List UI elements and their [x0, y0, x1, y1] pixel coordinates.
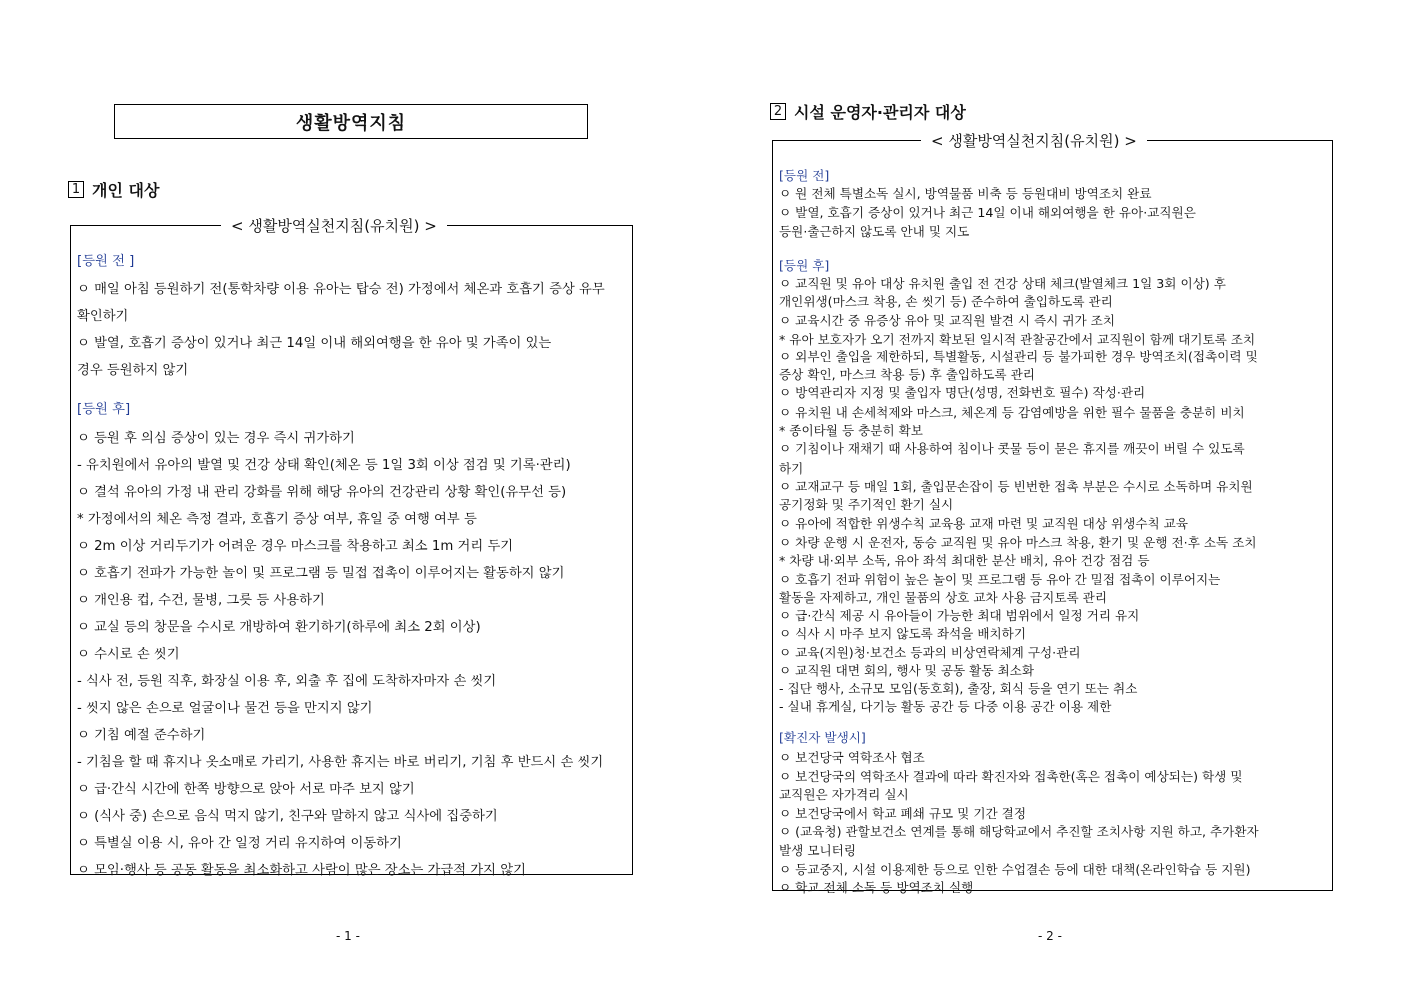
page1-number: - 1 -: [336, 929, 360, 943]
guideline-line: ㅇ 교직원 대면 회의, 행사 및 공동 활동 최소화: [779, 663, 1035, 678]
guideline-line: 등원·출근하지 않도록 안내 및 지도: [779, 224, 970, 239]
guideline-line: - 식사 전, 등원 직후, 화장실 이용 후, 외출 후 집에 도착하자마자 손 씻기: [77, 674, 497, 689]
page1-box-title: < 생활방역실천지침(유치원) >: [221, 215, 447, 236]
guideline-line: ㅇ 교직원 및 유아 대상 유치원 출입 전 건강 상태 체크(발열체크 1일 3회 이상) 후: [779, 276, 1226, 291]
guideline-line: ㅇ 교육(지원)청·보건소 등과의 비상연락체계 구성·관리: [779, 645, 1081, 660]
guideline-line: 확인하기: [77, 309, 129, 324]
guideline-line: ㅇ 유아에 적합한 위생수칙 교육용 교재 마련 및 교직원 대상 위생수칙 교육: [779, 516, 1189, 531]
guideline-line: ㅇ 등교중지, 시설 이용제한 등으로 인한 수업결손 등에 대한 대책(온라인학습 등 지원): [779, 862, 1251, 877]
guideline-line: ㅇ 수시로 손 씻기: [77, 647, 180, 662]
page1-section-heading: [68, 178, 159, 201]
guideline-line: ㅇ 외부인 출입을 제한하되, 특별활동, 시설관리 등 불가피한 경우 방역조치(접촉이력 및: [779, 349, 1258, 364]
guideline-line: ㅇ 2m 이상 거리두기가 어려운 경우 마스크를 착용하고 최소 1m 거리 두기: [77, 539, 514, 554]
page1-title: 생활방역지침: [114, 104, 588, 139]
guideline-line: 활동을 자제하고, 개인 물품의 상호 교차 사용 금지토록 관리: [779, 590, 1108, 605]
guideline-line: ㅇ 방역관리자 지정 및 출입자 명단(성명, 전화번호 필수) 작성·관리: [779, 385, 1146, 400]
guideline-line: ㅇ 보건당국 역학조사 협조: [779, 750, 925, 765]
guideline-line: ㅇ 유치원 내 손세척제와 마스크, 체온계 등 감염예방을 위한 필수 물품을 충분히 비치: [779, 405, 1245, 420]
guideline-line: - 집단 행사, 소규모 모임(동호회), 출장, 회식 등을 연기 또는 취소: [779, 681, 1138, 696]
guideline-line: ㅇ 발열, 호흡기 증상이 있거나 최근 14일 이내 해외여행을 한 유아·교직원은: [779, 205, 1196, 220]
guideline-line: - 기침을 할 때 휴지나 옷소매로 가리기, 사용한 휴지는 바로 버리기, 기침 후 반드시 손 씻기: [77, 755, 604, 770]
guideline-line: - 유치원에서 유아의 발열 및 건강 상태 확인(체온 등 1일 3회 이상 점검 및 기록·관리): [77, 458, 571, 473]
guideline-line: 개인위생(마스크 착용, 손 씻기 등) 준수하여 출입하도록 관리: [779, 294, 1113, 309]
guideline-line: ㅇ 발열, 호흡기 증상이 있거나 최근 14일 이내 해외여행을 한 유아 및 가족이 있는: [77, 336, 552, 351]
guideline-line: ㅇ (교육청) 관할보건소 연계를 통해 해당학교에서 추진할 조치사항 지원 하고, 추가환자: [779, 824, 1259, 839]
guideline-line: ㅇ 식사 시 마주 보지 않도록 좌석을 배치하기: [779, 626, 1027, 641]
guideline-line: ㅇ 학교 전체 소독 등 방역조치 실행: [779, 880, 974, 895]
guideline-line: * 유아 보호자가 오기 전까지 확보된 일시적 관찰공간에서 교직원이 함께 대기토록 조치: [779, 332, 1256, 347]
guideline-line: ㅇ 등원 후 의심 증상이 있는 경우 즉시 귀가하기: [77, 431, 355, 446]
subsection-heading: [등원 전 ]: [77, 254, 135, 269]
guideline-line: - 실내 휴게실, 다기능 활동 공간 등 다중 이용 공간 이용 제한: [779, 699, 1112, 714]
page2-section-heading: [770, 100, 966, 123]
section-label: 시설 운영자·관리자 대상: [794, 103, 966, 122]
guideline-line: ㅇ 특별실 이용 시, 유아 간 일정 거리 유지하여 이동하기: [77, 836, 402, 851]
guideline-line: 발생 모니터링: [779, 843, 856, 858]
guideline-line: - 씻지 않은 손으로 얼굴이나 물건 등을 만지지 않기: [77, 701, 373, 716]
subsection-heading: [확진자 발생시]: [779, 730, 866, 745]
guideline-line: 공기정화 및 주기적인 환기 실시: [779, 497, 954, 512]
guideline-line: ㅇ 차량 운행 시 운전자, 동승 교직원 및 유아 마스크 착용, 환기 및 운행 전·후 소독 조치: [779, 535, 1257, 550]
guideline-line: ㅇ 보건당국에서 학교 폐쇄 규모 및 기간 결정: [779, 806, 1027, 821]
guideline-line: ㅇ 급·간식 제공 시 유아들이 가능한 최대 범위에서 일정 거리 유지: [779, 608, 1140, 623]
guideline-line: ㅇ 교실 등의 창문을 수시로 개방하여 환기하기(하루에 최소 2회 이상): [77, 620, 481, 635]
guideline-line: ㅇ 기침이나 재채기 때 사용하여 침이나 콧물 등이 묻은 휴지를 깨끗이 버릴 수 있도록: [779, 441, 1245, 456]
guideline-line: ㅇ 기침 예절 준수하기: [77, 728, 206, 743]
page2-number: - 2 -: [1038, 929, 1062, 943]
guideline-line: ㅇ 교육시간 중 유증상 유아 및 교직원 발견 시 즉시 귀가 조치: [779, 313, 1116, 328]
subsection-heading: [등원 후]: [779, 258, 830, 273]
guideline-line: ㅇ 모임·행사 등 공동 활동을 최소화하고 사람이 많은 장소는 가급적 가지 않기: [77, 863, 526, 878]
section-label: 개인 대상: [92, 181, 160, 200]
guideline-line: ㅇ (식사 중) 손으로 음식 먹지 않기, 친구와 말하지 않고 식사에 집중하기: [77, 809, 498, 824]
guideline-line: * 종이타월 등 충분히 확보: [779, 423, 923, 438]
section-number: 1: [68, 181, 84, 198]
guideline-line: ㅇ 교재교구 등 매일 1회, 출입문손잡이 등 빈번한 접촉 부분은 수시로 소독하며 유치원: [779, 479, 1253, 494]
guideline-line: ㅇ 호흡기 전파가 가능한 놀이 및 프로그램 등 밀접 접촉이 이루어지는 활동하지 않기: [77, 566, 565, 581]
guideline-line: ㅇ 보건당국의 역학조사 결과에 따라 확진자와 접촉한(혹은 접촉이 예상되는) 학생 및: [779, 769, 1243, 784]
guideline-line: ㅇ 매일 아침 등원하기 전(통학차량 이용 유아는 탑승 전) 가정에서 체온과 호흡기 증상 유무: [77, 282, 605, 297]
guideline-line: ㅇ 원 전체 특별소독 실시, 방역물품 비축 등 등원대비 방역조치 완료: [779, 186, 1152, 201]
subsection-heading: [등원 후]: [77, 402, 131, 417]
guideline-line: ㅇ 호흡기 전파 위험이 높은 놀이 및 프로그램 등 유아 간 밀접 접촉이 이루어지는: [779, 572, 1221, 587]
guideline-line: 교직원은 자가격리 실시: [779, 787, 909, 802]
guideline-line: ㅇ 개인용 컵, 수건, 물병, 그릇 등 사용하기: [77, 593, 325, 608]
guideline-line: * 가정에서의 체온 측정 결과, 호흡기 증상 여부, 휴일 중 여행 여부 등: [77, 512, 477, 527]
section-number: 2: [770, 103, 786, 120]
page2-box-title: < 생활방역실천지침(유치원) >: [921, 130, 1147, 151]
guideline-line: ㅇ 급·간식 시간에 한쪽 방향으로 앉아 서로 마주 보지 않기: [77, 782, 415, 797]
guideline-line: 증상 확인, 마스크 착용 등) 후 출입하도록 관리: [779, 367, 1035, 382]
guideline-line: 경우 등원하지 않기: [77, 363, 189, 378]
guideline-line: 하기: [779, 461, 804, 476]
page1-guideline-box: [70, 217, 633, 878]
subsection-heading: [등원 전]: [779, 168, 830, 183]
page2-guideline-box: [772, 132, 1333, 895]
guideline-line: ㅇ 결석 유아의 가정 내 관리 강화를 위해 해당 유아의 건강관리 상황 확인(유무선 등): [77, 485, 567, 500]
guideline-line: * 차량 내·외부 소독, 유아 좌석 최대한 분산 배치, 유아 건강 점검 등: [779, 553, 1150, 568]
